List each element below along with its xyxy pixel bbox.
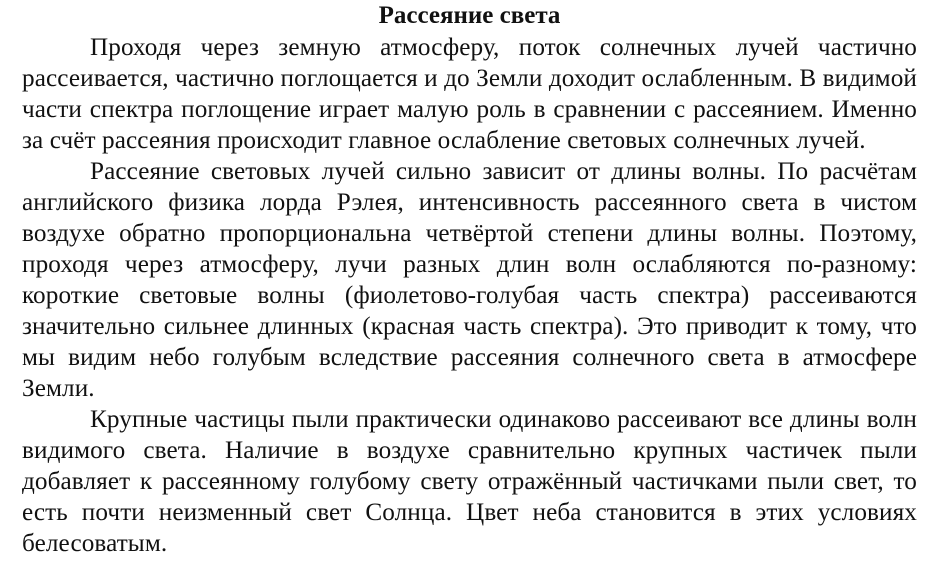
- paragraph-2: Рассеяние световых лучей сильно зависит от длины волны. По расчётам английского физика лорда Рэлея, интенсивность рассеянного света в чистом воздухе обратно пропорциональна четвёртой степени длины волны. Поэтому, проходя через атмосферу, лучи разных длин волн ослабляются по-разному: короткие световые волны (фиолетово-голубая часть спектра) рассеиваются значительно сильнее длинных (красная часть спектра). Это приводит к тому, что мы видим небо голубым вследствие рассеяния солнечного света в атмосфере Земли.: [22, 158, 917, 402]
- paragraph-1: Проходя через земную атмосферу, поток солнечных лучей частично рассеивается, частично поглощается и до Земли доходит ослабленным. В видимой части спектра поглощение играет малую роль в сравнении с рассеянием. Именно за счёт рассеяния происходит главное ослабление световых солнечных лучей.: [22, 34, 917, 154]
- paragraph-3: Крупные частицы пыли практически одинаково рассеивают все длины волн видимого света. Наличие в воздухе сравнительно крупных частичек пыли добавляет к рассеянному голубому свету отражённый частичками пыли свет, то есть почти неизменный свет Солнца. Цвет неба становится в этих условиях белесоватым.: [22, 406, 917, 557]
- document-title: Рассеяние света: [378, 2, 561, 29]
